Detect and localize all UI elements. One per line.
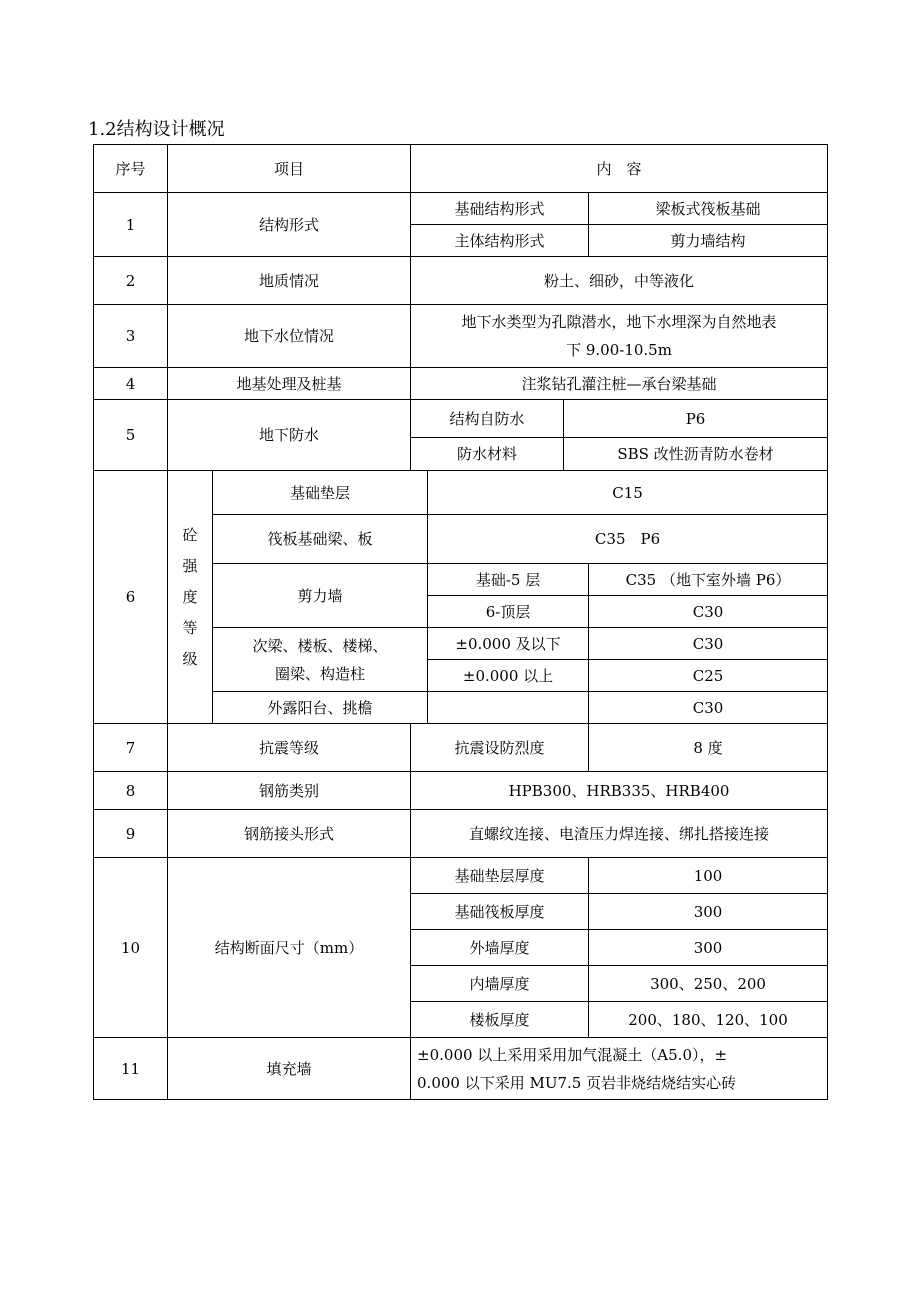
table-row <box>94 368 828 400</box>
row-number: 2 <box>94 257 168 305</box>
sub-label: 剪力墙 <box>213 564 428 628</box>
row-item: 地基处理及桩基 <box>168 368 411 400</box>
sub-label: 外墙厚度 <box>411 930 589 966</box>
table-row <box>94 858 828 894</box>
section-title: 1.2结构设计概况 <box>88 119 225 140</box>
sub-label: 抗震设防烈度 <box>411 724 589 772</box>
content-line: 地下水类型为孔隙潜水，地下水埋深为自然地表 <box>461 313 777 331</box>
sub-value: 8 度 <box>589 724 828 772</box>
row-number: 8 <box>94 772 168 810</box>
table-row <box>94 1038 828 1100</box>
content-line: 下 9.00-10.5m <box>566 341 672 359</box>
sub-label <box>428 692 589 724</box>
sub-value: C15 <box>428 471 828 515</box>
row-number: 6 <box>94 471 168 724</box>
sub-value: 200、180、120、100 <box>589 1002 828 1038</box>
sub-value: P6 <box>564 400 828 438</box>
table-row <box>94 257 828 305</box>
row-number: 4 <box>94 368 168 400</box>
group-char: 强 <box>182 556 198 575</box>
table-row <box>94 724 828 772</box>
row-number: 1 <box>94 193 168 257</box>
sub-label: ±0.000 以上 <box>428 660 589 692</box>
table-row <box>94 400 828 438</box>
table-row <box>94 305 828 368</box>
row-item: 结构断面尺寸（mm） <box>168 858 411 1038</box>
sub-value: 300、250、200 <box>589 966 828 1002</box>
sub-label: 基础结构形式 <box>411 193 589 225</box>
sub-value: 梁板式筏板基础 <box>589 193 828 225</box>
row-content: 注浆钻孔灌注桩—承台梁基础 <box>411 368 828 400</box>
group-char: 级 <box>182 649 198 668</box>
table-header-row <box>94 145 828 193</box>
row-item: 结构形式 <box>168 193 411 257</box>
sub-label: 防水材料 <box>411 438 564 471</box>
sub-label: 楼板厚度 <box>411 1002 589 1038</box>
table-row <box>94 471 828 515</box>
row-item: 地下水位情况 <box>168 305 411 368</box>
sub-value: C30 <box>589 596 828 628</box>
sub-label: 6-顶层 <box>428 596 589 628</box>
row-content: 粉土、细砂，中等液化 <box>411 257 828 305</box>
table-row <box>94 193 828 225</box>
row-item: 地质情况 <box>168 257 411 305</box>
row-item: 填充墙 <box>168 1038 411 1100</box>
group-char: 等 <box>182 618 198 637</box>
sub-value: C30 <box>589 628 828 660</box>
sub-label: 外露阳台、挑檐 <box>213 692 428 724</box>
row-number: 9 <box>94 810 168 858</box>
content-line: ±0.000 以上采用采用加气混凝土（A5.0），± <box>417 1045 728 1064</box>
sub-value: C35 （地下室外墙 P6） <box>589 564 828 596</box>
concrete-grade-group-label <box>168 471 213 724</box>
sub-value: C25 <box>589 660 828 692</box>
row-item: 地下防水 <box>168 400 411 471</box>
row-number: 11 <box>94 1038 168 1100</box>
header-item: 项目 <box>168 145 411 193</box>
label-line: 次梁、楼板、楼梯、 <box>252 636 388 655</box>
row-content: 直螺纹连接、电渣压力焊连接、绑扎搭接连接 <box>411 810 828 858</box>
sub-label: 基础-5 层 <box>428 564 589 596</box>
table-row <box>94 810 828 858</box>
structure-design-table <box>93 144 828 1100</box>
row-item: 钢筋类别 <box>168 772 411 810</box>
row-number: 10 <box>94 858 168 1038</box>
label-line: 圈梁、构造柱 <box>275 664 366 683</box>
sub-label: 基础垫层 <box>213 471 428 515</box>
sub-value: 300 <box>589 930 828 966</box>
sub-value: 300 <box>589 894 828 930</box>
table-row <box>94 772 828 810</box>
sub-value: 100 <box>589 858 828 894</box>
content-line: 0.000 以下采用 MU7.5 页岩非烧结烧结实心砖 <box>417 1073 737 1092</box>
sub-label: 结构自防水 <box>411 400 564 438</box>
group-char: 砼 <box>182 525 198 544</box>
row-content: HPB300、HRB335、HRB400 <box>411 772 828 810</box>
sub-value: C35 P6 <box>428 515 828 564</box>
sub-label <box>213 628 428 692</box>
header-no: 序号 <box>94 145 168 193</box>
sub-label: 基础垫层厚度 <box>411 858 589 894</box>
sub-label: 基础筏板厚度 <box>411 894 589 930</box>
row-item: 钢筋接头形式 <box>168 810 411 858</box>
sub-label: 内墙厚度 <box>411 966 589 1002</box>
row-number: 5 <box>94 400 168 471</box>
sub-label: ±0.000 及以下 <box>428 628 589 660</box>
sub-label: 筏板基础梁、板 <box>213 515 428 564</box>
sub-value: C30 <box>589 692 828 724</box>
row-item: 抗震等级 <box>168 724 411 772</box>
sub-value: SBS 改性沥青防水卷材 <box>564 438 828 471</box>
sub-label: 主体结构形式 <box>411 225 589 257</box>
row-number: 3 <box>94 305 168 368</box>
row-content <box>411 305 828 368</box>
group-char: 度 <box>182 587 198 606</box>
header-content: 内 容 <box>411 145 828 193</box>
sub-value: 剪力墙结构 <box>589 225 828 257</box>
row-number: 7 <box>94 724 168 772</box>
row-content <box>411 1038 828 1100</box>
